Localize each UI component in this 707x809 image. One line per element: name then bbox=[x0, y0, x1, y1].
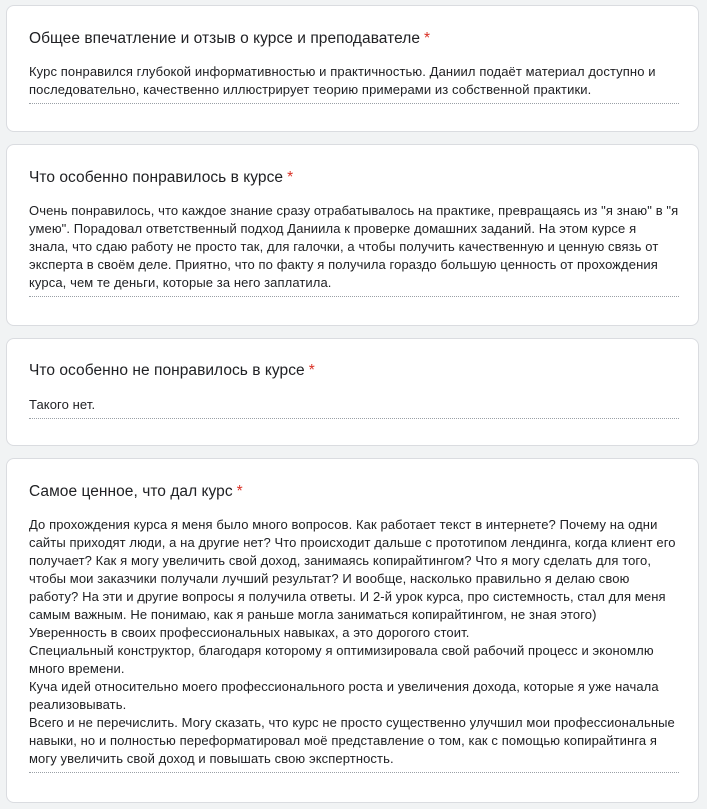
question-title bbox=[29, 168, 293, 188]
question-card-disliked bbox=[6, 338, 699, 446]
question-card-overall bbox=[6, 5, 699, 132]
question-title-text: Что особенно не понравилось в курсе bbox=[29, 362, 305, 379]
question-title bbox=[29, 29, 430, 49]
answer-text[interactable]: Такого нет. bbox=[29, 396, 679, 419]
question-card-most-valuable bbox=[6, 458, 699, 803]
question-title bbox=[29, 482, 243, 502]
question-title-text: Что особенно понравилось в курсе bbox=[29, 169, 284, 186]
question-title-text: Самое ценное, что дал курс bbox=[29, 483, 233, 500]
required-asterisk: * bbox=[424, 30, 431, 47]
required-asterisk: * bbox=[287, 169, 294, 186]
question-card-liked bbox=[6, 144, 699, 326]
question-title bbox=[29, 361, 315, 381]
answer-text[interactable]: До прохождения курса я меня было много вопросов. Как работает текст в интернете? Почему на одни сайты приходят люди, а на другие нет? Что происходит дальше с прототипом лендинга, когда клиент его получает? Как я могу увеличить свой доход, занимаясь копирайтингом? Что я могу сделать для того, чтобы мои заказчики получали лучший результат? И вообще, насколько правильно я делаю свою работу? На эти и другие вопросы я получила ответы. И 2-й урок курса, про системность, стал для меня самым важным. Не понимаю, как я раньше могла заниматься копирайтингом, не зная этого) Уверенность в своих профессиональных навыках, а это дорогого стоит. Специальный конструктор, благодаря которому я оптимизировала свой рабочий процесс и экономлю много времени. Куча идей относительно моего профессионального роста и увеличения дохода, которые я уже начала реализовывать. Всего и не перечислить. Могу сказать, что курс не просто существенно улучшил мои профессиональные навыки, но и полностью переформатировал моё представление о том, как с помощью копирайтинга я могу увеличить свой доход и повышать свою экспертность. bbox=[29, 516, 679, 773]
required-asterisk: * bbox=[236, 483, 243, 500]
answer-text[interactable]: Очень понравилось, что каждое знание сразу отрабатывалось на практике, превращаясь из "я знаю" в "я умею". Порадовал ответственный подход Даниила к проверке домашних заданий. На этом курсе я знала, что сдаю работу не просто так, для галочки, а чтобы получить качественную и ценную связь от эксперта в своём деле. Приятно, что по факту я получила гораздо большую ценность от прохождения курса, чем те деньги, которые за него заплатила. bbox=[29, 202, 679, 297]
required-asterisk: * bbox=[308, 362, 315, 379]
answer-text[interactable]: Курс понравился глубокой информативностью и практичностью. Даниил подаёт материал доступно и последовательно, качественно иллюстрирует теорию примерами из собственной практики. bbox=[29, 63, 679, 104]
question-title-text: Общее впечатление и отзыв о курсе и преподавателе bbox=[29, 30, 421, 47]
